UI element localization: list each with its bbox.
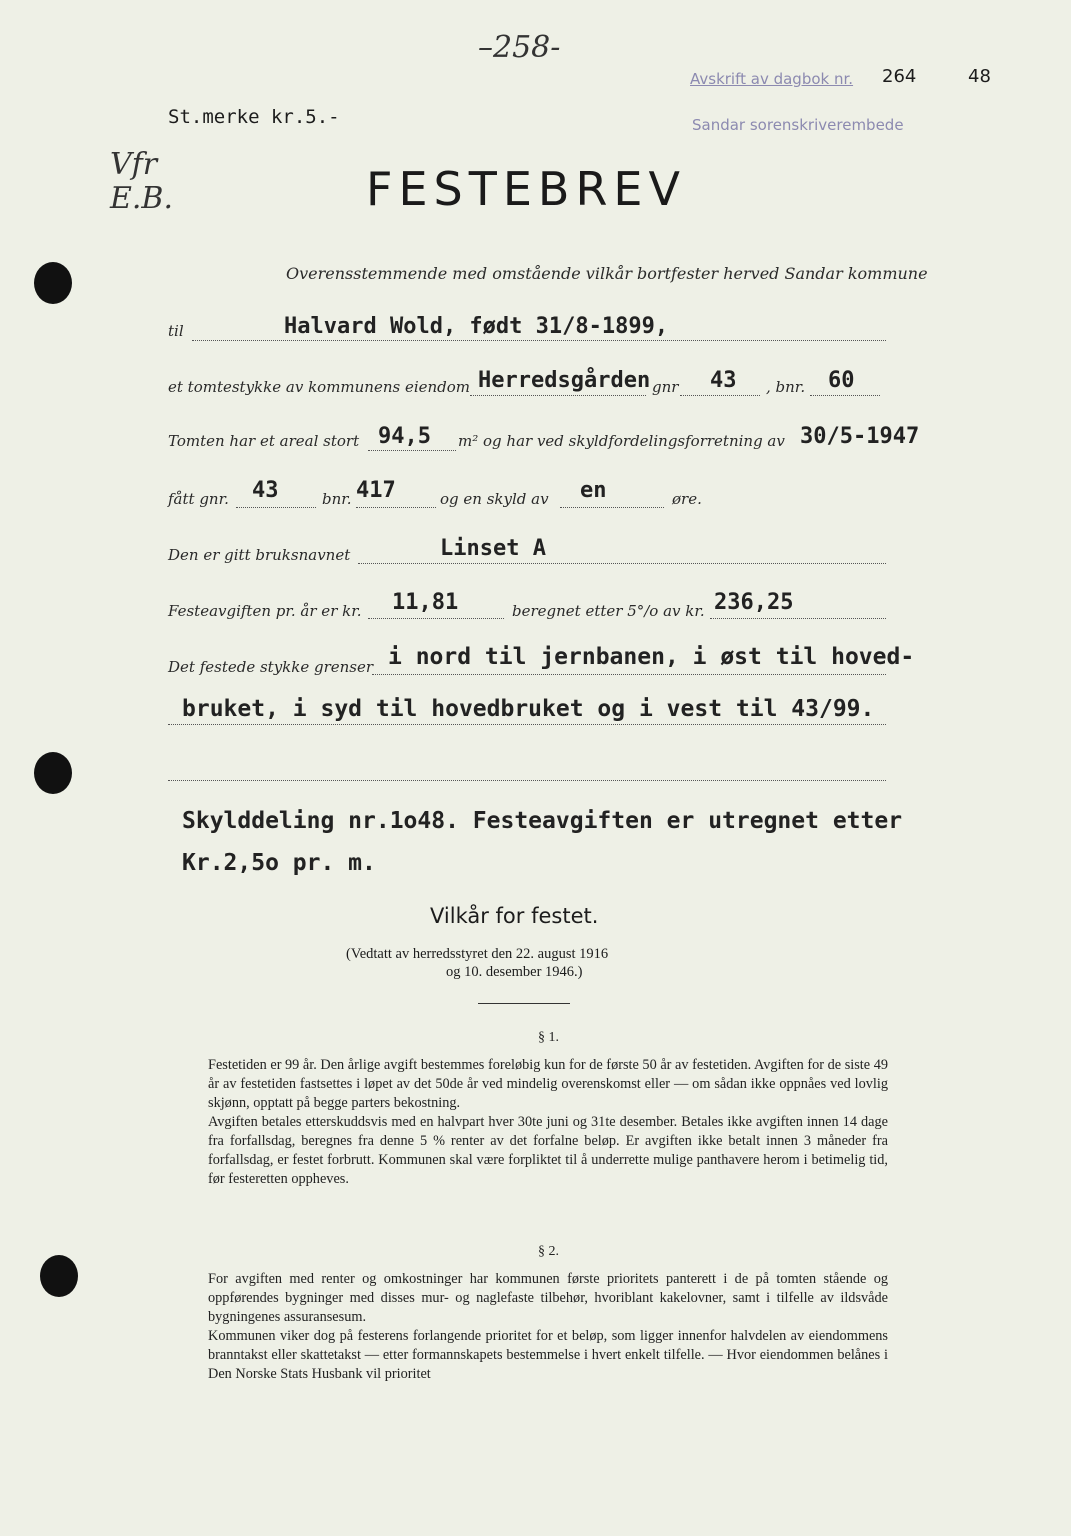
- stamp-year: 48: [968, 66, 991, 87]
- vilkar-heading: Vilkår for festet.: [430, 904, 599, 928]
- grenser-line-2: bruket, i syd til hovedbruket og i vest til 43/99.: [182, 696, 875, 722]
- fatt-label: fått gnr.: [168, 490, 229, 508]
- gnr-label: gnr: [652, 378, 679, 396]
- section-2-heading: § 2.: [538, 1244, 559, 1259]
- stamp-dagbok-number: 264: [882, 66, 917, 87]
- divider: [478, 1003, 570, 1004]
- grenser-label: Det festede stykke grenser: [168, 658, 374, 676]
- bnr-label: , bnr.: [766, 378, 806, 396]
- note-line-1: Skylddeling nr.1o48. Festeavgiften er utregnet etter: [182, 808, 903, 834]
- section-1-paragraph-1: Festetiden er 99 år. Den årlige avgift bestemmes foreløbig kun for de første 50 år av festetiden. Avgiften for de siste 49 år av festetiden fastsettes i løpet av det 50de år ved mindelig overenskomst eller — om sådan ikke oppnåes ved lovlig skjønn, opptatt på begge parters bekostning.: [208, 1057, 888, 1111]
- punch-hole-1: [34, 262, 72, 304]
- fatt-bnr-label: bnr.: [322, 490, 352, 508]
- section-2-paragraph-2: Kommunen viker dog på festerens forlangende prioritet for et beløp, som ligger innenfor halvdelen av eiendommens branntakst eller skattetakst — etter formannskapets bestemmelse i hvert enkelt tilfelle. — Hvor eiendommen belånes i Den Norske Stats Husbank vil prioritet: [208, 1328, 888, 1382]
- document-title: FESTEBREV: [366, 162, 686, 216]
- til-value: Halvard Wold, født 31/8-1899,: [284, 314, 669, 339]
- punch-hole-2: [34, 752, 72, 794]
- initials-handwritten: Vfr E.B.: [110, 147, 174, 216]
- stamp-dagbok-label: Avskrift av dagbok nr.: [690, 70, 854, 88]
- m2-label: m² og har ved skyldfordelingsforretning av: [458, 432, 785, 450]
- section-1-paragraph-2: Avgiften betales etterskuddsvis med en halvpart hver 30te juni og 31te desember. Betales ikke avgiften innen 14 dage fra forfallsdag, beregnes fra denne 5 % renter av det forfalne beløp. Er avgiften ikke betalt innen 3 måneder fra forfallsdag, er festet forbrutt. Kommunen skal være forpliktet til å underrette mulige panthavere herom i betimelig tid, før festeretten oppheves.: [208, 1114, 888, 1187]
- section-2-text: [208, 1270, 888, 1384]
- grenser-line-1: i nord til jernbanen, i øst til hoved-: [388, 644, 915, 670]
- stamp-office: Sandar sorenskriverembede: [692, 116, 904, 134]
- skyld-value: en: [580, 478, 607, 503]
- tomt-label: et tomtestykke av kommunens eiendom: [168, 378, 471, 396]
- section-1-text: [208, 1056, 888, 1189]
- section-2-paragraph-1: For avgiften med renter og omkostninger har kommunen første prioritets panterett i de på tomten stående og oppførendes bygninger med disses mur- og naglefaste tilbehør, hvoriblant kakelovner, samt i tilfelle av ildsvåde bygningenes assuransesum.: [208, 1271, 888, 1325]
- intro-text: Overensstemmende med omstående vilkår bortfester herved Sandar kommune: [286, 264, 928, 283]
- avgift-value: 11,81: [392, 590, 459, 615]
- areal-value: 94,5: [378, 424, 431, 449]
- note-line-2: Kr.2,5o pr. m.: [182, 850, 376, 876]
- fatt-bnr: 417: [356, 478, 396, 503]
- beregnet-label: beregnet etter 5°/o av kr.: [512, 602, 705, 620]
- avgift-label: Festeavgiften pr. år er kr.: [168, 602, 362, 620]
- skyld-label: og en skyld av: [440, 490, 549, 508]
- eiendom-value: Herredsgården: [478, 368, 651, 393]
- vilkar-sub-1: (Vedtatt av herredsstyret den 22. august 1916: [346, 946, 609, 962]
- fatt-gnr: 43: [252, 478, 279, 503]
- punch-hole-3: [40, 1255, 78, 1297]
- beregnet-value: 236,25: [714, 590, 794, 615]
- bruksnavn-value: Linset A: [440, 536, 546, 561]
- ore-label: øre.: [672, 490, 702, 508]
- gnr-value: 43: [710, 368, 737, 393]
- bnr-value: 60: [828, 368, 855, 393]
- areal-label: Tomten har et areal stort: [168, 432, 360, 450]
- forretning-date: 30/5-1947: [800, 424, 920, 449]
- stamp-fee: St.merke kr.5.-: [168, 106, 340, 128]
- section-1-heading: § 1.: [538, 1030, 559, 1045]
- til-label: til: [168, 322, 184, 340]
- vilkar-sub-2: og 10. desember 1946.): [446, 964, 583, 980]
- page-number-handwritten: –258-: [478, 30, 561, 65]
- bruksnavn-label: Den er gitt bruksnavnet: [168, 546, 351, 564]
